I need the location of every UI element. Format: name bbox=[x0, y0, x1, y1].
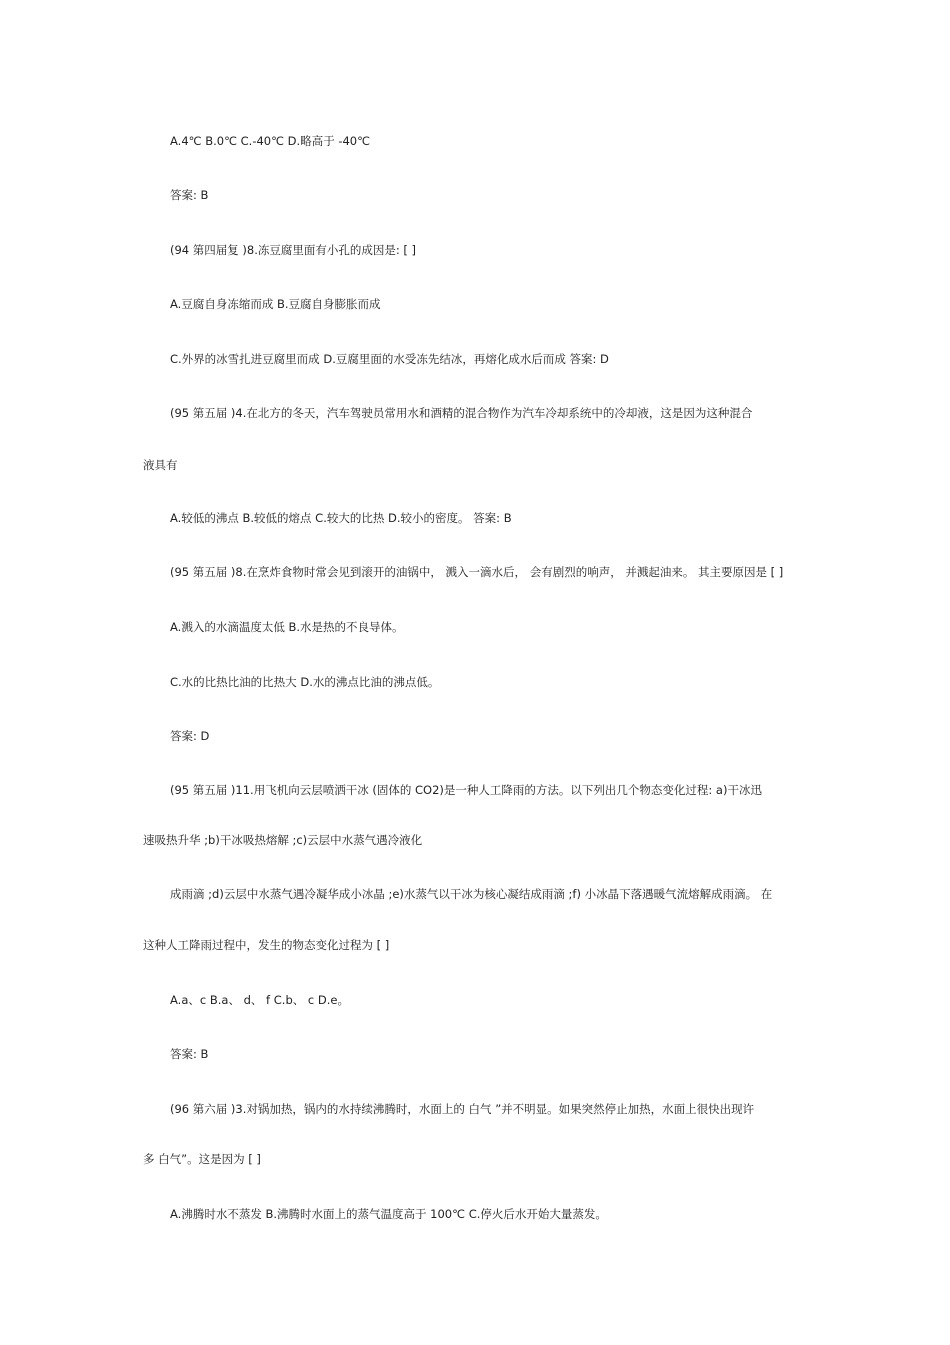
option-line: C.水的比热比油的比热大 D.水的沸点比油的沸点低。 bbox=[170, 675, 440, 689]
question-line: (95 第五届 )11.用飞机向云层喷洒干冰 (固体的 CO2)是一种人工降雨的方法。以下列出几个物态变化过程: a)干冰迅 bbox=[170, 783, 762, 797]
answer-line: 答案: B bbox=[170, 1047, 209, 1061]
question-line: (95 第五届 )8.在烹炸食物时常会见到滚开的油锅中， 溅入一滴水后， 会有剧烈的响声， 并溅起油来。 其主要原因是 [ ] bbox=[170, 565, 784, 579]
question-continuation: 成雨滴 ;d)云层中水蒸气遇冷凝华成小冰晶 ;e)水蒸气以干冰为核心凝结成雨滴 ;f) 小冰晶下落遇暖气流熔解成雨滴。 在 bbox=[170, 887, 773, 901]
question-continuation: 多 白气”。这是因为 [ ] bbox=[143, 1152, 261, 1166]
question-continuation: 速吸热升华 ;b)干冰吸热熔解 ;c)云层中水蒸气遇冷液化 bbox=[143, 833, 423, 847]
option-line: A.较低的沸点 B.较低的熔点 C.较大的比热 D.较小的密度。 答案: B bbox=[170, 511, 512, 525]
answer-line: 答案: D bbox=[170, 729, 210, 743]
option-line: C.外界的冰雪扎进豆腐里而成 D.豆腐里面的水受冻先结冰，再熔化成水后而成 答案: D bbox=[170, 352, 609, 366]
option-line: A.溅入的水滴温度太低 B.水是热的不良导体。 bbox=[170, 620, 404, 634]
question-continuation: 这种人工降雨过程中，发生的物态变化过程为 [ ] bbox=[143, 938, 390, 952]
option-line: A.4℃ B.0℃ C.-40℃ D.略高于 -40℃ bbox=[170, 134, 371, 148]
option-line: A.a、c B.a、 d、 f C.b、 c D.e。 bbox=[170, 993, 349, 1007]
question-continuation: 液具有 bbox=[143, 458, 178, 472]
question-line: (96 第六届 )3.对锅加热，锅内的水持续沸腾时，水面上的 白气 ”并不明显。如果突然停止加热，水面上很快出现许 bbox=[170, 1102, 755, 1116]
option-line: A.沸腾时水不蒸发 B.沸腾时水面上的蒸气温度高于 100℃ C.停火后水开始大量蒸发。 bbox=[170, 1207, 607, 1221]
question-line: (95 第五届 )4.在北方的冬天，汽车驾驶员常用水和酒精的混合物作为汽车冷却系统中的冷却液，这是因为这种混合 bbox=[170, 406, 753, 420]
answer-line: 答案: B bbox=[170, 188, 209, 202]
question-line: (94 第四届复 )8.冻豆腐里面有小孔的成因是: [ ] bbox=[170, 243, 417, 257]
option-line: A.豆腐自身冻缩而成 B.豆腐自身膨胀而成 bbox=[170, 297, 381, 311]
